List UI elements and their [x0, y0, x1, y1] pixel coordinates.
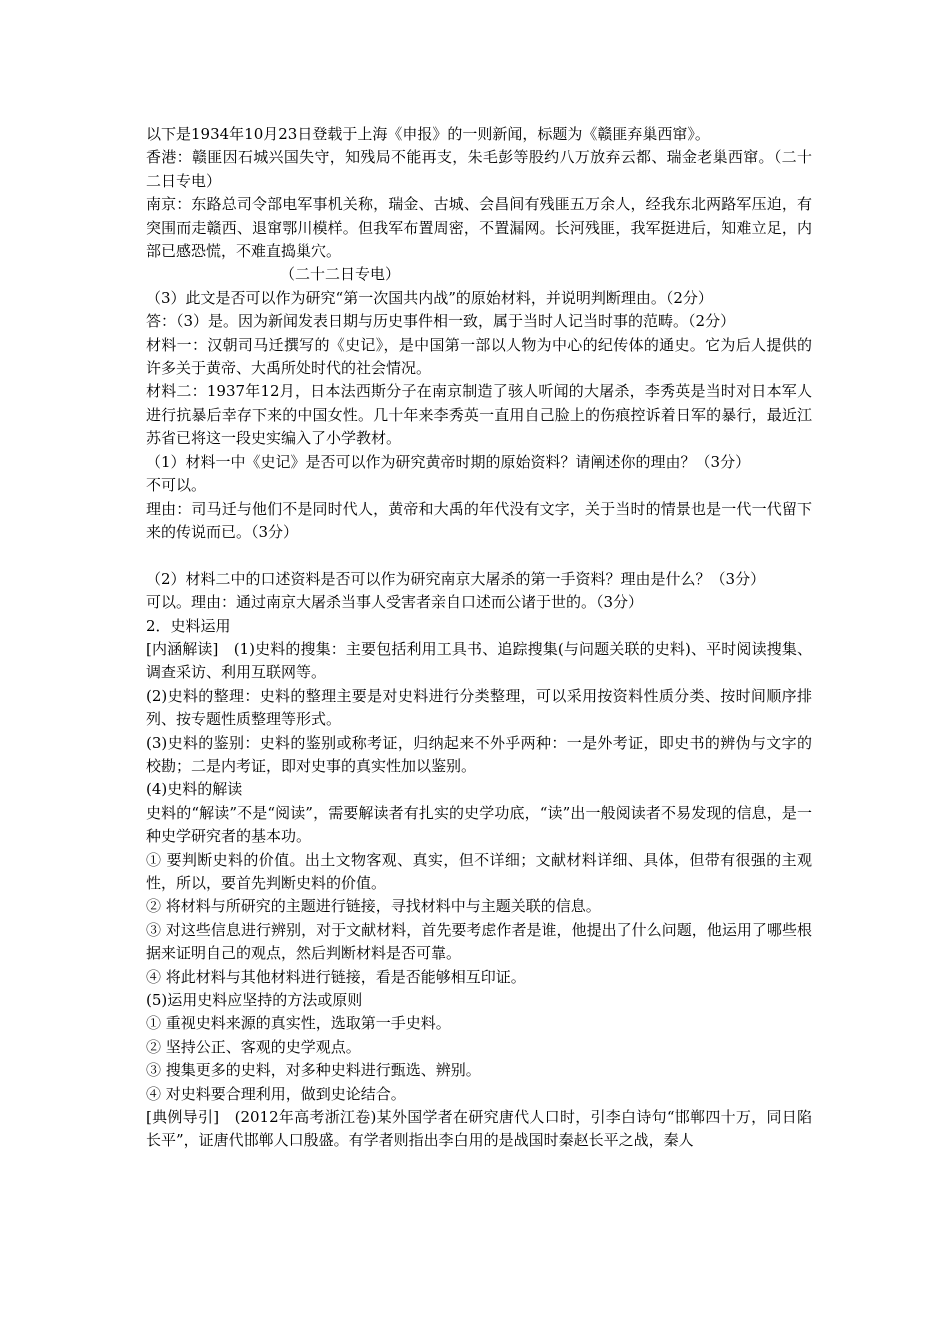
paragraph-interpretation: 史料的“解读”不是“阅读”，需要解读者有扎实的史学功底，“读”出一般阅读者不易发现的信息，是一种史学研究者的基本功。: [146, 803, 812, 846]
material-1: 材料一：汉朝司马迁撰写的《史记》，是中国第一部以人物为中心的纪传体的通史。它为后人提供的许多关于黄帝、大禹所处时代的社会情况。: [146, 335, 812, 378]
list-item: ① 重视史料来源的真实性，选取第一手史料。: [146, 1014, 451, 1033]
answer-2: 可以。理由：通过南京大屠杀当事人受害者亲自口述而公诸于世的。（3分）: [146, 593, 644, 612]
list-item: ① 要判断史料的价值。出土文物客观、真实，但不详细；文献材料详细、具体，但带有很强的主观性，所以，要首先判断史料的价值。: [146, 850, 812, 892]
paragraph-interpretation-heading: (4)史料的解读: [146, 780, 243, 799]
answer-1-reason: 理由：司马迁与他们不是同时代人，黄帝和大禹的年代没有文字，关于当时的情景也是一代一代留下来的传说而已。（3分）: [146, 499, 812, 541]
list-item: ④ 对史料要合理利用，做到史论结合。: [146, 1084, 406, 1103]
list-item: ③ 搜集更多的史料，对多种史料进行甄选、辨别。: [146, 1061, 481, 1080]
paragraph-organization: (2)史料的整理：史料的整理主要是对史料进行分类整理，可以采用按资料性质分类、按时间顺序排列、按专题性质整理等形式。: [146, 686, 812, 729]
paragraph-principles-heading: (5)运用史料应坚持的方法或原则: [146, 991, 363, 1010]
material-2: 材料二：1937年12月，日本法西斯分子在南京制造了骇人听闻的大屠杀，李秀英是当时对日本军人进行抗暴后幸存下来的中国女性。几十年来李秀英一直用自己脸上的伤痕控诉着日军的暴行，最近江苏省已将这一段史实编入了小学教材。: [146, 382, 812, 448]
list-item: ④ 将此材料与其他材料进行链接，看是否能够相互印证。: [146, 967, 526, 986]
paragraph-verification: (3)史料的鉴别：史料的鉴别或称考证，归纳起来不外乎两种：一是外考证，即史书的辨伪与文字的校勘；二是内考证，即对史事的真实性加以鉴别。: [146, 733, 812, 775]
question-2: （2）材料二中的口述资料是否可以作为研究南京大屠杀的第一手资料？理由是什么？（3分）: [146, 569, 766, 588]
news-hongkong: 香港：赣匪因石城兴国失守，知残局不能再支，朱毛彭等股约八万放弃云都、瑞金老巢西窜。（二十二日专电）: [146, 148, 812, 190]
example-paragraph: [典例导引] (2012年高考浙江卷)某外国学者在研究唐代人口时，引李白诗句“邯郸四十万，同日陷长平”，证唐代邯郸人口殷盛。有学者则指出李白用的是战国时秦赵长平之战，秦人: [146, 1108, 812, 1150]
paragraph-collection: [内涵解读] (1)史料的搜集：主要包括利用工具书、追踪搜集(与问题关联的史料)、平时阅读搜集、调查采访、利用互联网等。: [146, 639, 812, 682]
news-intro: 以下是1934年10月23日登载于上海《申报》的一则新闻，标题为《赣匪弃巢西窜》。: [146, 125, 710, 143]
list-item: ② 将材料与所研究的主题进行链接，寻找材料中与主题关联的信息。: [146, 897, 601, 916]
news-nanjing: 南京：东路总司令部电军事机关称，瑞金、古城、会昌间有残匪五万余人，经我东北两路军压迫，有突围而走赣西、退窜鄂川模样。但我军布置周密，不置漏网。长河残匪，我军挺进后，知难立足，内部已感恐慌，不难直捣巢穴。: [146, 195, 812, 261]
list-item: ③ 对这些信息进行辨别，对于文献材料，首先要考虑作者是谁，他提出了什么问题，他运用了哪些根据来证明自己的观点，然后判断材料是否可靠。: [146, 920, 812, 963]
section-heading: 2．史料运用: [146, 616, 231, 635]
question-3: （3）此文是否可以作为研究“第一次国共内战”的原始材料，并说明判断理由。（2分）: [146, 288, 713, 307]
answer-1: 不可以。: [146, 476, 207, 495]
list-item: ② 坚持公正、客观的史学观点。: [146, 1037, 361, 1056]
answer-3: 答：（3）是。因为新闻发表日期与历史事件相一致，属于当时人记当时事的范畴。（2分）: [146, 312, 736, 331]
question-1: （1）材料一中《史记》是否可以作为研究黄帝时期的原始资料？请阐述你的理由？（3分）: [146, 452, 751, 471]
blank-line: [146, 544, 812, 567]
news-date: （二十二日专电）: [280, 265, 401, 284]
document-page: [146, 123, 812, 1153]
